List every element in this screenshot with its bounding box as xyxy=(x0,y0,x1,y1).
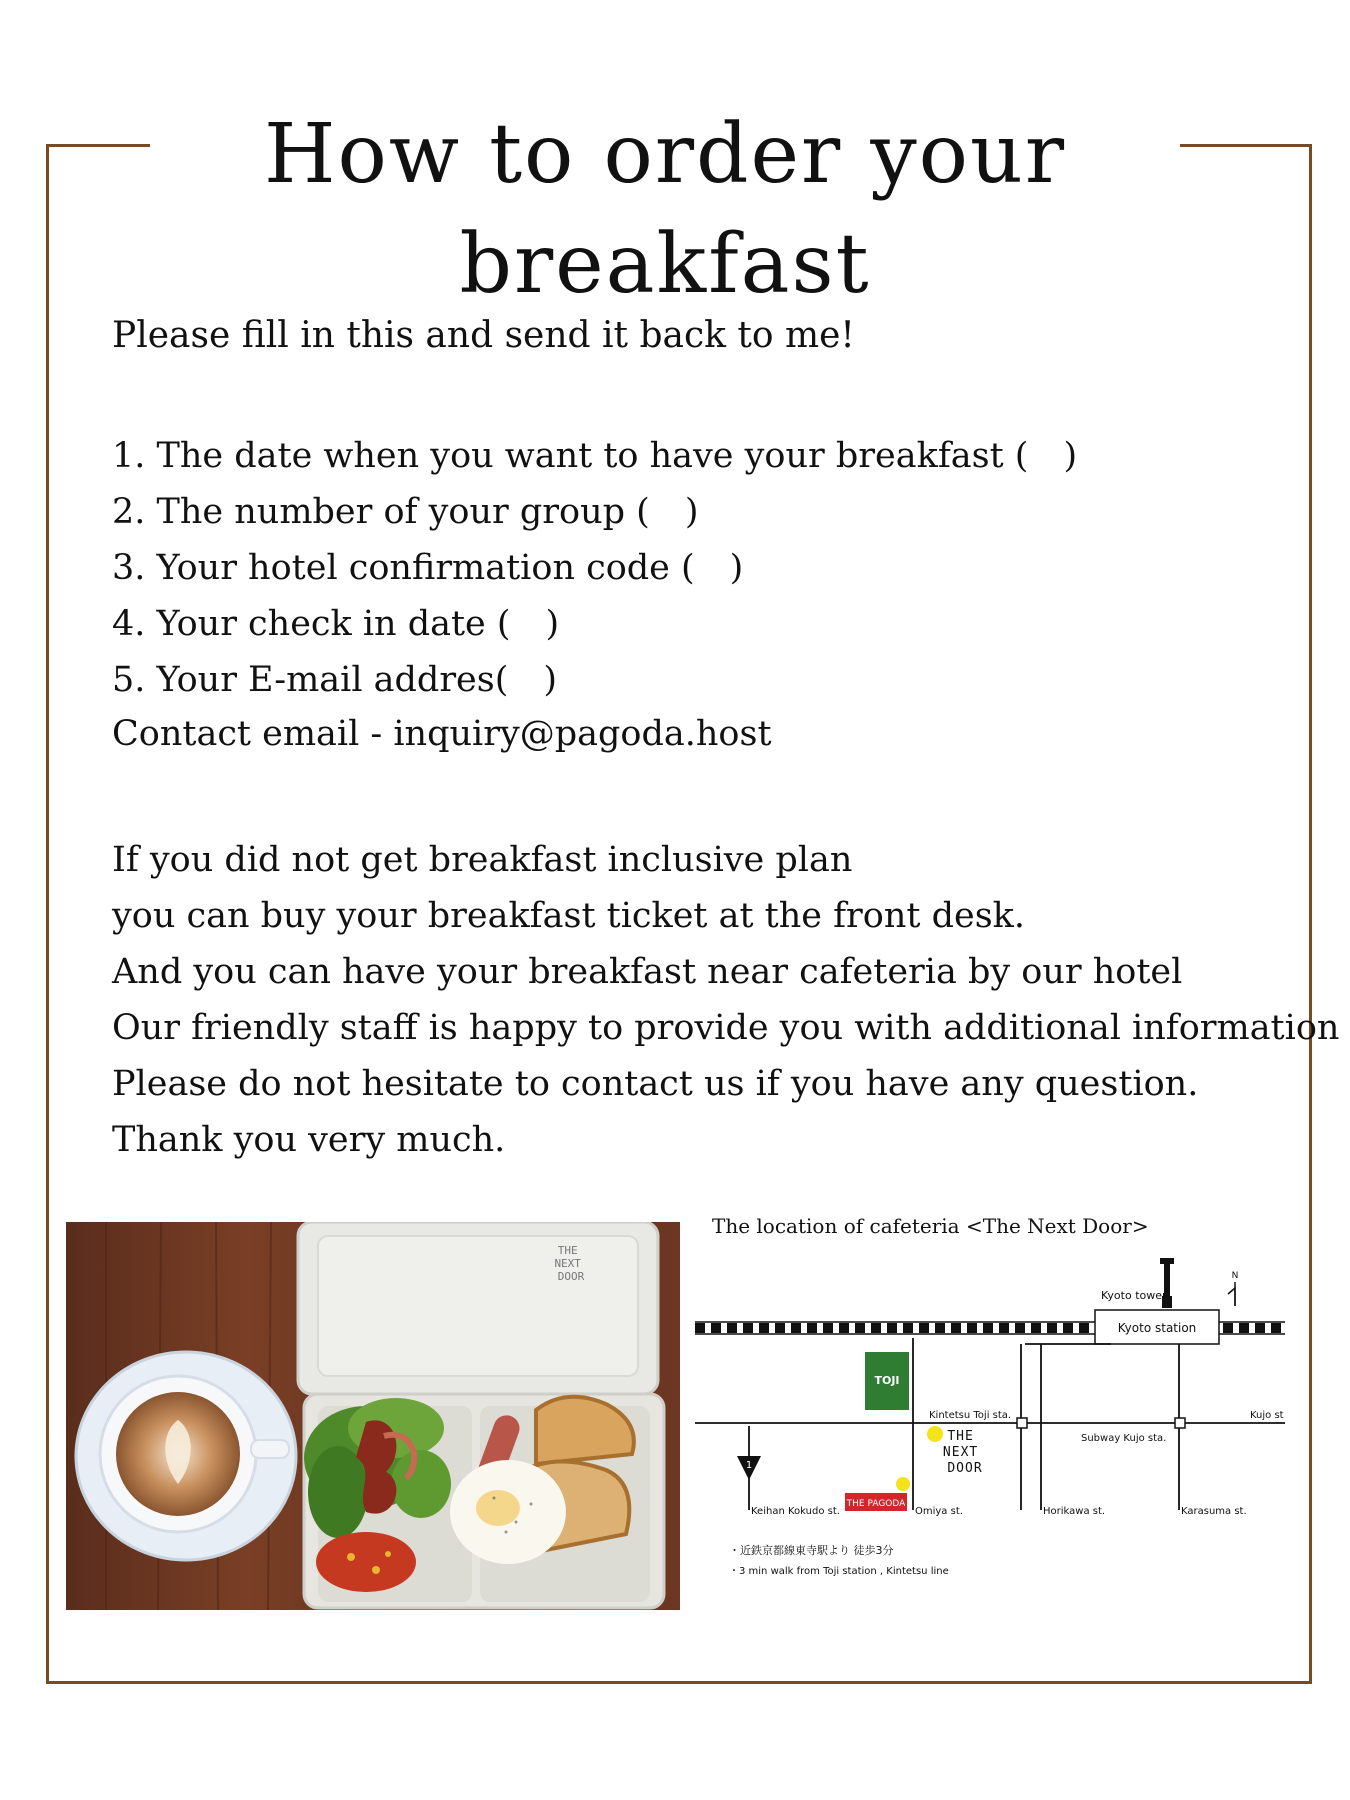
next-door-logo: THE NEXT DOOR xyxy=(942,1429,983,1476)
map-note-jp: ・近鉄京都線東寺駅より 徒歩3分 xyxy=(729,1544,894,1557)
info-line: If you did not get breakfast inclusive plan xyxy=(112,840,853,880)
contact-email: Contact email - inquiry@pagoda.host xyxy=(112,714,772,754)
omiya-label: Omiya st. xyxy=(915,1506,963,1517)
pagoda-label: THE PAGODA xyxy=(846,1499,906,1509)
info-line: Our friendly staff is happy to provide you with additional information xyxy=(112,1008,1340,1048)
svg-text:1: 1 xyxy=(745,1460,753,1471)
breakfast-photo xyxy=(66,1222,680,1610)
salsa xyxy=(316,1532,416,1592)
info-line: And you can have your breakfast near cafeteria by our hotel xyxy=(112,952,1183,992)
kyoto-station-label: Kyoto station xyxy=(1117,1321,1197,1335)
form-item-list xyxy=(112,428,1077,708)
form-item: 5. Your E-mail addres( ) xyxy=(112,660,558,700)
info-line: you can buy your breakfast ticket at the front desk. xyxy=(112,896,1026,936)
map-note-en: ・3 min walk from Toji station , Kintetsu line xyxy=(729,1566,949,1577)
form-item: 2. The number of your group ( ) xyxy=(112,492,699,532)
info-line: Thank you very much. xyxy=(112,1120,506,1160)
kintetsu-toji-label: Kintetsu Toji sta. xyxy=(929,1410,1012,1421)
karasuma-label: Karasuma st. xyxy=(1181,1506,1247,1517)
next-door-marker xyxy=(927,1426,943,1442)
lid-logo: THE NEXT DOOR xyxy=(554,1244,585,1283)
kujo-st-label: Kujo st xyxy=(1250,1410,1284,1421)
toji-label: TOJI xyxy=(874,1374,900,1387)
subway-kujo-label: Subway Kujo sta. xyxy=(1081,1433,1167,1444)
form-item: 1. The date when you want to have your breakfast ( ) xyxy=(112,436,1078,476)
cafeteria-map xyxy=(695,1248,1285,1588)
intro-text: Please fill in this and send it back to me! xyxy=(112,315,855,356)
info-line: Please do not hesitate to contact us if you have any question. xyxy=(112,1064,1199,1104)
form-item: 3. Your hotel confirmation code ( ) xyxy=(112,548,744,588)
form-item: 4. Your check in date ( ) xyxy=(112,604,560,644)
info-paragraph xyxy=(112,832,1339,1168)
route-1-icon xyxy=(737,1456,761,1480)
horikawa-label: Horikawa st. xyxy=(1043,1506,1106,1517)
svg-text:N: N xyxy=(1231,1271,1239,1281)
page-title: How to order your breakfast xyxy=(150,100,1180,210)
north-arrow-icon xyxy=(1228,1271,1238,1306)
keihan-label: Keihan Kokudo st. xyxy=(751,1506,840,1517)
kyoto-tower-label: Kyoto tower xyxy=(1101,1289,1167,1302)
map-caption: The location of cafeteria <The Next Door> xyxy=(712,1214,1149,1238)
pagoda-marker xyxy=(896,1477,910,1491)
